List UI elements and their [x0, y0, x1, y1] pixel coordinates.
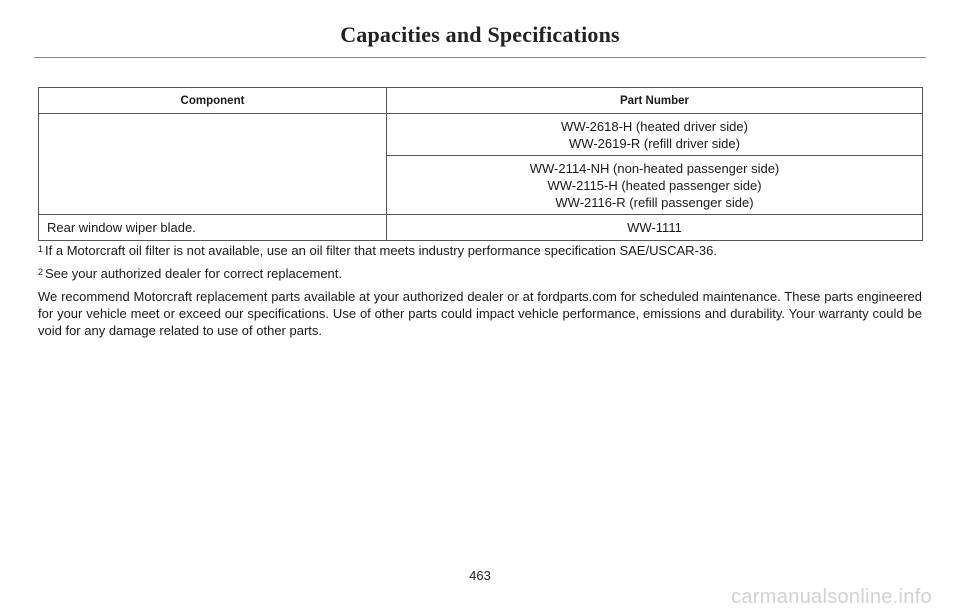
- table-row: [39, 114, 923, 156]
- footnote-text: If a Motorcraft oil filter is not available, use an oil filter that meets industry performance specification SAE/USCAR-36.: [45, 243, 717, 258]
- footnote-marker: 2: [38, 267, 44, 277]
- table-row: [39, 215, 923, 241]
- page-title: Capacities and Specifications: [340, 22, 620, 47]
- part-number-cell: [387, 215, 923, 241]
- title-divider: [34, 57, 926, 58]
- component-cell: [39, 114, 387, 215]
- part-number: WW-1111: [627, 220, 682, 235]
- footnote-text: See your authorized dealer for correct replacement.: [45, 266, 343, 281]
- part-number: WW-2115-H (heated passenger side): [547, 177, 762, 193]
- table-header-row: [39, 88, 923, 114]
- part-number-cell: [387, 156, 923, 215]
- part-number: WW-2619-R (refill driver side): [569, 135, 740, 151]
- parts-table: [38, 87, 923, 241]
- page-number: 463: [469, 568, 491, 583]
- footnote: [38, 265, 922, 282]
- notes-section: [38, 242, 922, 339]
- part-number-cell: [387, 114, 923, 156]
- part-number: WW-2114-NH (non-heated passenger side): [529, 160, 780, 176]
- column-header-component: Component: [39, 88, 387, 114]
- component-cell: Rear window wiper blade.: [39, 215, 387, 241]
- column-header-part-number: Part Number: [387, 88, 923, 114]
- footnote-marker: 1: [38, 244, 44, 254]
- footnote: [38, 242, 922, 259]
- part-number: WW-2618-H (heated driver side): [561, 118, 748, 134]
- recommendation-paragraph: We recommend Motorcraft replacement parts available at your authorized dealer or at fordparts.com for scheduled maintenance. These parts engineered for your vehicle meet or exceed our specifications. Use of other parts could impact vehicle performance, emissions and durability. Your warranty could be void for any damage related to use of other parts.: [38, 289, 922, 338]
- watermark: carmanualsonline.info: [731, 586, 932, 608]
- part-number: WW-2116-R (refill passenger side): [555, 194, 754, 210]
